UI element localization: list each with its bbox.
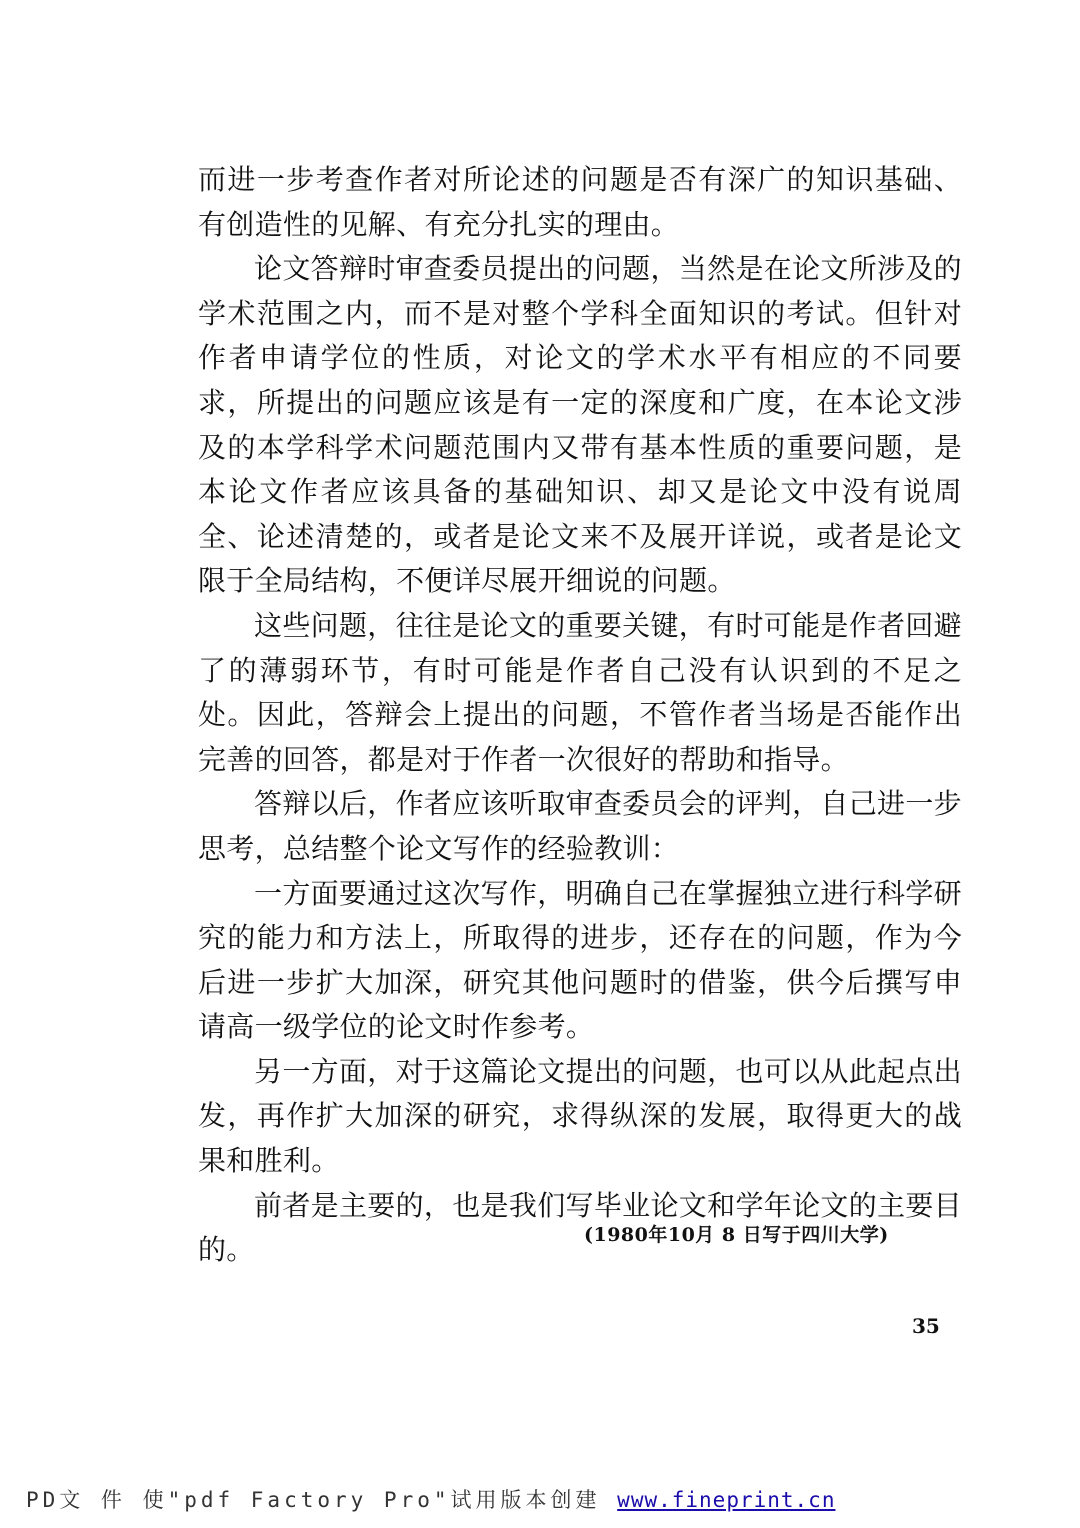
watermark-text: PD文 件 使"pdf Factory Pro"试用版本创建 [26,1488,601,1512]
paragraph: 另一方面，对于这篇论文提出的问题，也可以从此起点出发，再作扩大加深的研究，求得纵深的发展，取得更大的战果和胜利。 [198,1054,962,1178]
paragraph: 答辩以后，作者应该听取审查委员会的评判，自己进一步思考，总结整个论文写作的经验教训： [198,787,962,865]
paragraph: 前者是主要的，也是我们写毕业论文和学年论文的主要目的。 [198,1188,962,1267]
page-number: 35 [912,1314,940,1338]
paragraph: 一方面要通过这次写作，明确自己在掌握独立进行科学研究的能力和方法上，所取得的进步，还存在的问题，作为今后进一步扩大加深，研究其他问题时的借鉴，供今后撰写申请高一级学位的论文时作参考。 [198,876,962,1044]
fineprint-link[interactable]: www.fineprint.cn [617,1488,836,1512]
paragraph-continued: 而进一步考查作者对所论述的问题是否有深广的知识基础、有创造性的见解、有充分扎实的理由。 [198,163,962,241]
paragraph: 论文答辩时审查委员提出的问题，当然是在论文所涉及的学术范围之内，而不是对整个学科全面知识的考试。但针对作者申请学位的性质，对论文的学术水平有相应的不同要求，所提出的问题应该是有一定的深度和广度，在本论文涉及的本学科学术问题范围内又带有基本性质的重要问题，是本论文作者应该具备的基础知识、却又是论文中没有说周全、论述清楚的，或者是论文来不及展开详说，或者是论文限于全局结构，不便详尽展开细说的问题。 [198,252,962,598]
date-note: (1980年10月 8 日写于四川大学) [584,1224,889,1246]
body-text [198,158,962,1273]
paragraph: 这些问题，往往是论文的重要关键，有时可能是作者回避了的薄弱环节，有时可能是作者自己没有认识到的不足之处。因此，答辩会上提出的问题，不管作者当场是否能作出完善的回答，都是对于作者一次很好的帮助和指导。 [198,608,962,776]
footer-watermark [26,1484,835,1514]
